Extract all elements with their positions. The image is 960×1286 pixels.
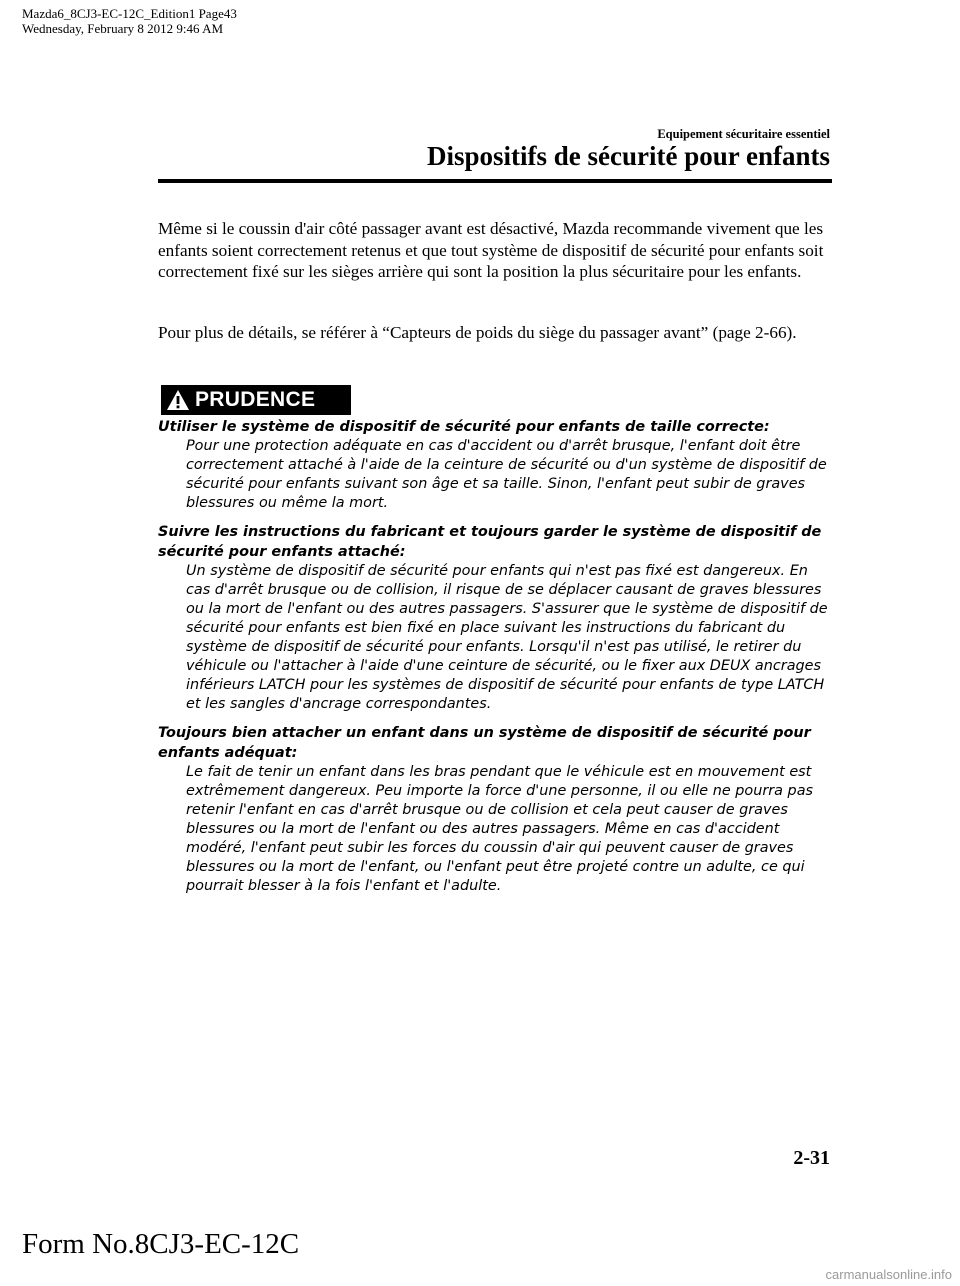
print-date-line: Wednesday, February 8 2012 9:46 AM	[22, 21, 224, 36]
caution-item	[158, 418, 833, 513]
caution-heading: Suivre les instructions du fabricant et toujours garder le système de dispositif de sécurité pour enfants attaché:	[158, 524, 822, 560]
print-file-line: Mazda6_8CJ3-EC-12C_Edition1 Page43	[22, 6, 237, 21]
caution-item	[158, 724, 833, 896]
title-divider	[158, 179, 832, 183]
caution-list	[158, 418, 833, 906]
page-number: 2-31	[793, 1147, 830, 1169]
print-metadata	[22, 6, 237, 36]
caution-heading: Utiliser le système de dispositif de sécurité pour enfants de taille correcte:	[158, 419, 770, 435]
intro-paragraph: Même si le coussin d'air côté passager avant est désactivé, Mazda recommande vivement que les enfants soient correctement retenus et que tout système de dispositif de sécurité pour enfants soit correctement fixé sur les sièges arrière qui sont la position la plus sécuritaire pour les enfants.	[158, 219, 824, 281]
warning-triangle-icon	[161, 385, 195, 415]
caution-body: Le fait de tenir un enfant dans les bras pendant que le véhicule est en mouvement est extrêmement dangereux. Peu importe la force d'une personne, il ou elle ne pourra pas retenir l'enfant en cas d'arrêt brusque ou de collision et cela peut causer de graves blessures ou la mort de l'enfant ou des autres passagers. Même en cas d'accident modéré, l'enfant peut subir les forces du coussin d'air qui peuvent causer de graves blessures ou la mort de l'enfant, ou l'enfant peut être projeté contre un adulte, ce qui pourrait blesser à la fois l'enfant et l'adulte.	[186, 763, 814, 895]
reference-paragraph: Pour plus de détails, se référer à “Capteurs de poids du siège du passager avant” (page 2-66).	[158, 323, 797, 342]
chapter-title: Dispositifs de sécurité pour enfants	[426, 141, 830, 171]
caution-label: PRUDENCE	[195, 388, 316, 411]
form-number: Form No.8CJ3-EC-12C	[22, 1228, 300, 1260]
caution-item	[158, 523, 833, 714]
section-label: Equipement sécuritaire essentiel	[657, 127, 830, 141]
caution-body: Pour une protection adéquate en cas d'accident ou d'arrêt brusque, l'enfant doit être correctement attaché à l'aide de la ceinture de sécurité ou d'un système de dispositif de sécurité pour enfants suivant son âge et sa taille. Sinon, l'enfant peut subir de graves blessures ou même la mort.	[186, 438, 827, 512]
watermark: carmanualsonline.info	[825, 1267, 952, 1282]
caution-heading: Toujours bien attacher un enfant dans un système de dispositif de sécurité pour enfants adéquat:	[158, 725, 811, 761]
caution-body: Un système de dispositif de sécurité pour enfants qui n'est pas fixé est dangereux. En cas d'arrêt brusque ou de collision, il risque de se déplacer causant de graves blessures ou la mort de l'enfant ou des autres passagers. S'assurer que le système de dispositif de sécurité pour enfants est bien fixé en place suivant les instructions du fabricant du système de dispositif de sécurité pour enfants. Lorsqu'il n'est pas utilisé, le retirer du véhicule ou l'attacher à l'aide d'une ceinture de sécurité, ou le fixer aux DEUX ancrages inférieurs LATCH pour les systèmes de dispositif de sécurité pour enfants de type LATCH et les sangles d'ancrage correspondantes.	[186, 562, 828, 713]
caution-badge	[161, 385, 351, 415]
